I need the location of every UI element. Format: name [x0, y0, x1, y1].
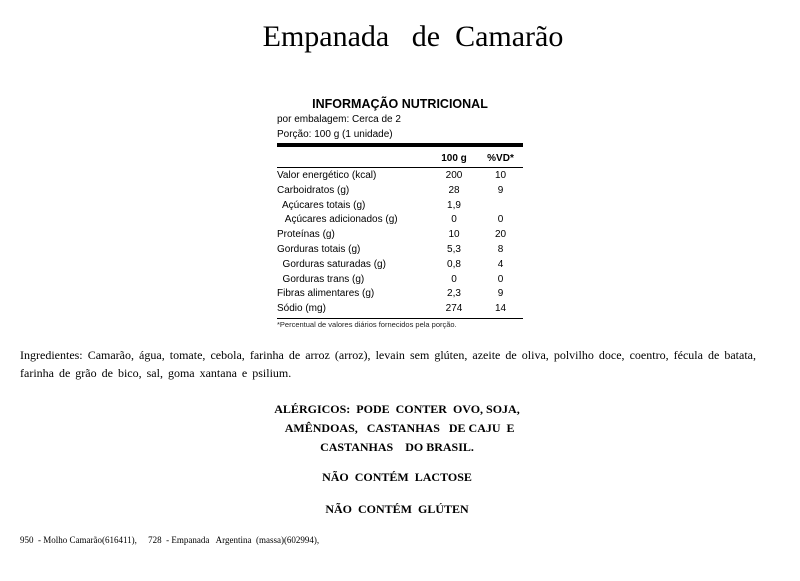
nutrient-amount: 274 [445, 303, 463, 315]
nutrient-amount: 28 [448, 184, 460, 196]
product-codes-footer: 950 - Molho Camarão(616411), 728 - Empanada Argentina (massa)(602994), [20, 535, 320, 545]
nutrient-label: Valor energético (kcal) [277, 170, 377, 181]
nutrition-row [277, 199, 523, 214]
nutrition-row [277, 287, 523, 302]
nutrient-dv: 9 [497, 288, 504, 300]
page-title: Empanada de Camarão [262, 20, 564, 53]
nutrition-row [277, 228, 523, 243]
thick-divider [277, 143, 523, 147]
nutrition-facts-table [277, 96, 523, 331]
nutrient-label: Açúcares adicionados (g) [277, 214, 398, 226]
nutrient-label: Fibras alimentares (g) [277, 288, 375, 300]
nutrition-rows [277, 151, 523, 331]
allergen-warning: ALÉRGICOS: PODE CONTER OVO, SOJA, AMÊNDOAS, CASTANHAS DE CAJU E CASTANHAS DO BRASIL. [274, 402, 520, 454]
nutrient-label: Proteínas (g) [277, 229, 335, 241]
nutrient-label: Carboidratos (g) [277, 184, 350, 196]
nutrient-amount: 10 [448, 229, 460, 241]
nutrient-label: Gorduras saturadas (g) [277, 258, 386, 270]
gluten-free-notice: NÃO CONTÉM GLÚTEN [325, 502, 469, 516]
nutrient-amount: 2,3 [447, 288, 461, 300]
nutrient-label: Gorduras totais (g) [277, 243, 361, 255]
column-headers [277, 151, 523, 166]
nutrient-label: Gorduras trans (g) [277, 273, 365, 285]
nutrition-row [277, 258, 523, 273]
nutrition-row [277, 273, 523, 288]
nutrient-dv: 0 [497, 273, 504, 285]
ingredients-text: Ingredientes: Camarão, água, tomate, cebola, farinha de arroz (arroz), levain sem glúten, azeite de oliva, polvilho doce, coentro, fécula de batata, farinha de grão de bico, sal, goma xantana e psilium. [20, 348, 756, 380]
nutrient-label: Açúcares totais (g) [277, 199, 366, 211]
nutrition-row [277, 243, 523, 258]
nutrient-amount: 0 [451, 273, 457, 285]
per-package: por embalagem: Cerca de 2 [277, 114, 401, 125]
nutrition-heading: INFORMAÇÃO NUTRICIONAL [312, 97, 488, 111]
serving-size: Porção: 100 g (1 unidade) [277, 129, 393, 140]
footnote: *Percentual de valores diários fornecidos pela porção. [277, 319, 457, 329]
column-amount: 100 g [441, 153, 467, 164]
nutrient-dv: 9 [497, 184, 504, 196]
nutrition-row [277, 184, 523, 199]
nutrient-amount: 200 [445, 170, 463, 181]
nutrient-dv: 14 [494, 303, 507, 315]
nutrient-amount: 0 [451, 214, 457, 226]
nutrition-row [277, 169, 523, 184]
lactose-free-notice: NÃO CONTÉM LACTOSE [322, 470, 472, 484]
nutrient-amount: 1,9 [447, 199, 461, 211]
column-dv: %VD* [487, 153, 514, 164]
nutrition-row [277, 302, 523, 317]
nutrient-dv: 8 [497, 243, 504, 255]
nutrient-dv: 4 [497, 258, 504, 270]
nutrient-amount: 5,3 [447, 243, 461, 255]
nutrient-label: Sódio (mg) [277, 303, 326, 315]
nutrition-row [277, 213, 523, 228]
header-divider [277, 167, 523, 168]
nutrient-dv: 20 [494, 229, 507, 241]
nutrient-dv: 10 [494, 170, 507, 181]
nutrient-amount: 0,8 [447, 258, 461, 270]
nutrient-dv: 0 [497, 214, 504, 226]
